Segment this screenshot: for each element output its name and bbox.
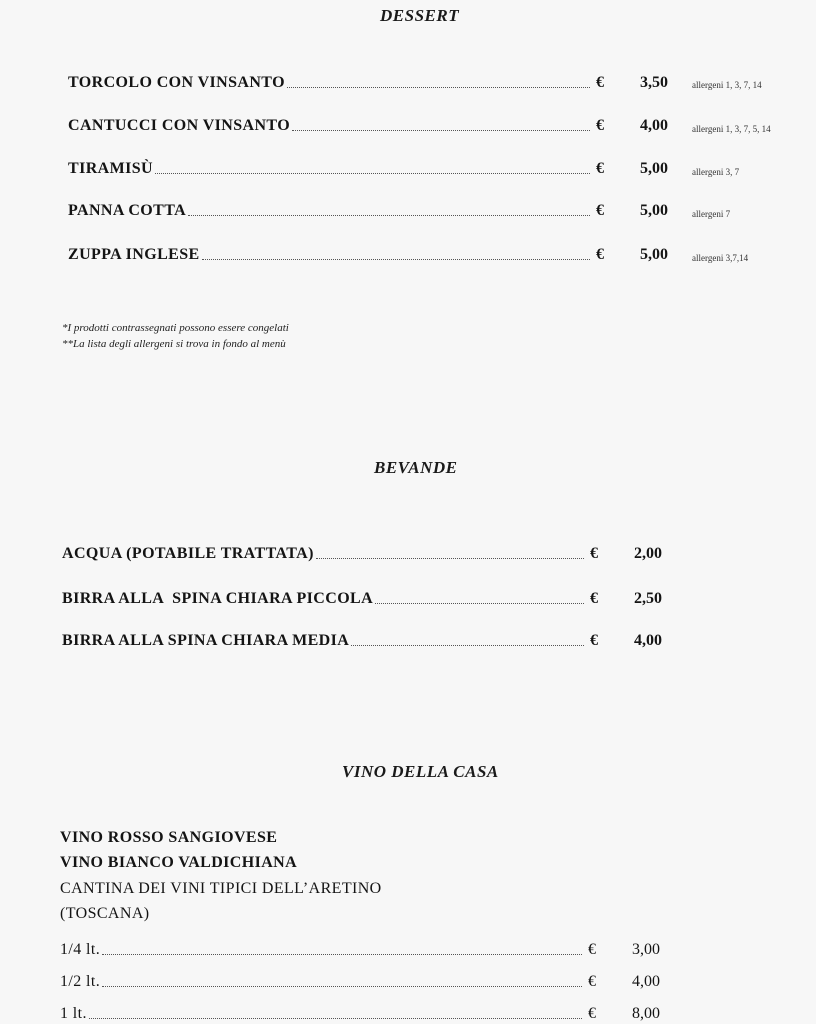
currency: € bbox=[596, 160, 604, 177]
price: 2,00 bbox=[634, 545, 662, 562]
item-name: BIRRA ALLA SPINA CHIARA MEDIA bbox=[62, 632, 350, 649]
currency: € bbox=[596, 117, 604, 134]
currency: € bbox=[588, 941, 596, 958]
wine-qty-row bbox=[60, 941, 660, 959]
currency: € bbox=[588, 1005, 596, 1022]
qty: 1 lt. bbox=[60, 1005, 87, 1022]
price: 5,00 bbox=[640, 246, 668, 263]
wine-white: VINO BIANCO VALDICHIANA bbox=[60, 854, 298, 871]
vino-title: VINO DELLA CASA bbox=[342, 762, 499, 781]
allergens: allergeni 1, 3, 7, 5, 14 bbox=[692, 124, 771, 134]
leader-dots bbox=[316, 558, 584, 559]
price: 5,00 bbox=[640, 202, 668, 219]
leader-dots bbox=[202, 259, 590, 260]
leader-dots bbox=[287, 87, 590, 88]
allergens: allergeni 1, 3, 7, 14 bbox=[692, 80, 762, 90]
item-name: ZUPPA INGLESE bbox=[68, 246, 200, 263]
dessert-row bbox=[68, 202, 668, 220]
dessert-title: DESSERT bbox=[380, 6, 460, 25]
currency: € bbox=[590, 632, 598, 649]
dessert-row bbox=[68, 246, 668, 264]
bevande-row bbox=[62, 545, 662, 563]
leader-dots bbox=[89, 1018, 582, 1019]
item-name: PANNA COTTA bbox=[68, 202, 187, 219]
bevande-row bbox=[62, 632, 662, 650]
bevande-row bbox=[62, 590, 662, 608]
price: 3,00 bbox=[632, 941, 660, 958]
leader-dots bbox=[102, 954, 582, 955]
price: 4,00 bbox=[634, 632, 662, 649]
price: 5,00 bbox=[640, 160, 668, 177]
wine-qty-row bbox=[60, 1005, 660, 1023]
wine-qty-row bbox=[60, 973, 660, 991]
item-name: CANTUCCI CON VINSANTO bbox=[68, 117, 291, 134]
item-name: ACQUA (POTABILE TRATTATA) bbox=[62, 545, 314, 562]
dessert-row bbox=[68, 74, 668, 92]
qty: 1/4 lt. bbox=[60, 941, 101, 958]
item-name: BIRRA ALLA SPINA CHIARA PICCOLA bbox=[62, 590, 374, 607]
leader-dots bbox=[351, 645, 584, 646]
price: 4,00 bbox=[632, 973, 660, 990]
wine-region: (TOSCANA) bbox=[60, 905, 150, 922]
dessert-row bbox=[68, 117, 668, 135]
item-name: TIRAMISÙ bbox=[68, 160, 153, 177]
note-line: **La lista degli allergeni si trova in fondo al menù bbox=[62, 338, 286, 350]
qty: 1/2 lt. bbox=[60, 973, 101, 990]
wine-red: VINO ROSSO SANGIOVESE bbox=[60, 829, 278, 846]
leader-dots bbox=[102, 986, 582, 987]
price: 4,00 bbox=[640, 117, 668, 134]
leader-dots bbox=[155, 173, 590, 174]
currency: € bbox=[588, 973, 596, 990]
item-name: TORCOLO CON VINSANTO bbox=[68, 74, 285, 91]
price: 8,00 bbox=[632, 1005, 660, 1022]
currency: € bbox=[596, 74, 604, 91]
allergens: allergeni 3,7,14 bbox=[692, 253, 749, 263]
currency: € bbox=[596, 246, 604, 263]
leader-dots bbox=[292, 130, 590, 131]
wine-cellar: CANTINA DEI VINI TIPICI DELL’ARETINO bbox=[60, 880, 382, 897]
dessert-notes bbox=[62, 320, 289, 352]
leader-dots bbox=[188, 215, 590, 216]
price: 3,50 bbox=[640, 74, 668, 91]
allergens: allergeni 3, 7 bbox=[692, 167, 740, 177]
currency: € bbox=[590, 545, 598, 562]
leader-dots bbox=[375, 603, 584, 604]
price: 2,50 bbox=[634, 590, 662, 607]
dessert-row bbox=[68, 160, 668, 178]
currency: € bbox=[590, 590, 598, 607]
note-line: *I prodotti contrassegnati possono essere congelati bbox=[62, 322, 289, 334]
bevande-title: BEVANDE bbox=[374, 458, 458, 477]
allergens: allergeni 7 bbox=[692, 209, 731, 219]
currency: € bbox=[596, 202, 604, 219]
